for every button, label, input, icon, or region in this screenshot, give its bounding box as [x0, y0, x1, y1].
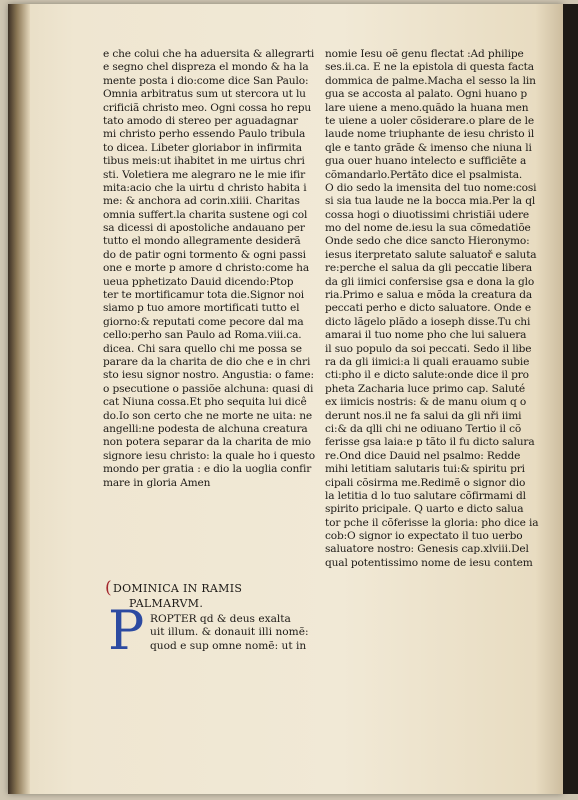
text-line: la letitia d lo tuo salutare cõfirmami dl	[325, 489, 526, 502]
text-line: angelli:ne podesta de alchuna creatura	[103, 422, 308, 435]
text-line: mo del nome de.iesu la sua cõmedatiõe	[325, 222, 531, 235]
text-line: tutto el mondo allegramente desiderã	[103, 235, 301, 248]
text-line: giorno:& reputati come pecore dal ma	[103, 315, 304, 328]
text-line: pheta Zacharia luce primo cap. Saluté	[325, 382, 526, 395]
text-line: laude nome triuphante de iesu christo il	[325, 128, 535, 141]
section-heading	[105, 578, 243, 598]
text-line: qual potentissimo nome de iesu contem	[325, 556, 533, 569]
text-line: do de patir ogni tormento & ogni passi	[103, 248, 306, 261]
binding-gutter	[8, 4, 30, 794]
initial-text-line: ROPTER qd & deus exalta	[150, 613, 291, 625]
text-line: cello:perho san Paulo ad Roma.viii.ca.	[103, 329, 302, 342]
text-line: re.Ond dice Dauid nel psalmo: Redde	[325, 449, 521, 462]
text-line: amarai il tuo nome pho che lui saluera	[325, 329, 527, 342]
text-line: dicea. Chi sara quello chi me possa se	[103, 342, 302, 355]
text-line: mare in gloria Amen	[103, 476, 211, 489]
text-line: re:perche el salua da gli peccatie libera	[325, 262, 533, 275]
text-line: dommica de palme.Macha el sesso la lin	[325, 74, 536, 87]
rubric-bracket: (	[105, 578, 112, 598]
text-line: da gli iimici confersise gsa e dona la glo	[325, 275, 535, 288]
heading-line-1: DOMINICA IN RAMIS	[113, 582, 243, 595]
text-line: cti:pho il e dicto salute:onde dice il pro	[325, 369, 529, 382]
text-line: sti. Voletiera me alegraro ne le mie ifir	[103, 168, 305, 181]
text-line: tor pche il cõferisse la gloria: pho dice ia	[325, 516, 539, 529]
text-line: Omnia arbitratus sum ut stercora ut lu	[103, 88, 306, 101]
text-line: do.Io son certo che ne morte ne uita: ne	[103, 409, 313, 422]
text-line: one e morte p amore d christo:come ha	[103, 262, 310, 275]
text-line: spirito pricipale. Q uarto e dicto salua	[325, 503, 524, 516]
text-line: qle e tanto grãde & imenso che niuna li	[325, 141, 532, 154]
text-line: mita:acio che la uirtu d christo habita i	[103, 181, 307, 194]
text-line: ferisse gsa laia:e p tãto il fu dicto salura	[325, 436, 535, 449]
text-line: parare da la charita de dio che e in chri	[103, 355, 311, 368]
text-line: ex iimicis nostris: & de manu oium q o	[325, 396, 527, 409]
text-line: te uiene a uoler cõsiderare.o plare de le	[325, 114, 534, 127]
text-line: cõmandarlo.Pertãto dice el psalmista.	[325, 168, 523, 181]
text-line: lare uiene a meno.quãdo la huana men	[325, 101, 529, 114]
text-line: ria.Primo e salua e mõda la creatura da	[325, 289, 533, 302]
text-line: siamo p tuo amore mortificati tutto el	[103, 302, 300, 315]
text-line: ueua pphetizato Dauid dicendo:Ptop	[103, 275, 294, 288]
text-line: derunt nos.il ne fa salui da gli nři iimi	[325, 409, 522, 422]
text-line: to dicea. Libeter gloriabor in infirmita	[103, 141, 302, 154]
text-line: tato amodo di stereo per aguadagnar	[103, 114, 298, 127]
text-line: O dio sedo la imensita del tuo nome:cosi	[325, 181, 537, 194]
page-edge	[563, 4, 578, 794]
text-line: e segno chel dispreza el mondo & ha la	[103, 61, 309, 74]
text-line: e che colui che ha aduersita & allegrarti	[103, 48, 315, 60]
text-line: sa dicessi di apostoliche andauano per	[103, 222, 305, 235]
text-line: si sia tua laude ne la bocca mia.Per la ql	[325, 195, 536, 208]
text-line: gua ouer huano intelecto e sufficiẽte a	[325, 155, 527, 168]
text-line: ter te mortificamur tota die.Signor noi	[103, 289, 305, 302]
text-line: mondo per gratia : e dio la uoglia confir	[103, 463, 312, 476]
decorated-initial: P	[108, 599, 145, 662]
text-line: tibus meis:ut ihabitet in me uirtus chri	[103, 155, 305, 168]
text-line: sto iesu signor nostro. Angustia: o fame:	[103, 369, 314, 382]
section-subheading: PALMARVM.	[129, 597, 204, 610]
text-line: cossa hogi o diuotissimi christiãi udere	[325, 208, 529, 221]
text-line: peccati perho e dicto saluatore. Onde e	[325, 302, 531, 315]
text-line: iesus iterpretato salute saluatoř e saluta	[325, 248, 537, 261]
text-line: cob:O signor io expectato il tuo uerbo	[325, 530, 523, 543]
text-line: dicto lãgelo plãdo a ioseph disse.Tu chi	[325, 315, 531, 328]
left-text-column	[103, 48, 313, 490]
text-line: ses.ii.ca. E ne la epistola di questa facta	[325, 61, 534, 74]
initial-paragraph	[150, 613, 309, 653]
text-line: Onde sedo che dice sancto Hieronymo:	[325, 235, 530, 248]
text-line: mihi letitiam salutaris tui:& spiritu pri	[325, 463, 525, 476]
text-line: il suo populo da soi peccati. Sedo il libe	[325, 342, 532, 355]
text-line: saluatore nostro: Genesis cap.xlviii.Del	[325, 543, 529, 556]
text-line: me: & anchora ad corin.xiiii. Charitas	[103, 195, 300, 208]
text-line: cat Niuna cossa.Et pho sequita lui dicê	[103, 396, 307, 409]
text-line: signore iesu christo: la quale ho i questo	[103, 449, 315, 462]
text-line: ci:& da qlli chi ne odiuano Tertio il cõ	[325, 422, 522, 435]
text-line: ra da gli iimici:a li quali erauamo subie	[325, 355, 530, 368]
initial-text-line: quod e sup omne nomẽ: ut in	[150, 639, 307, 652]
text-line: mi christo perho essendo Paulo tribula	[103, 128, 306, 141]
text-line: o psecutione o passiõe alchuna: quasi di	[103, 382, 314, 395]
text-line: omnia suffert.la charita sustene ogi col	[103, 208, 308, 221]
text-line: non potera separar da la charita de mio	[103, 436, 311, 449]
text-line: nomie Iesu oẽ genu flectat :Ad philipe	[325, 48, 524, 60]
initial-text-line: uit illum. & donauit illi nomẽ:	[150, 626, 309, 639]
text-line: mente posta i dio:come dice San Paulo:	[103, 74, 309, 87]
right-text-column	[325, 48, 539, 570]
text-line: gua se accosta al palato. Ogni huano p	[325, 88, 528, 101]
text-line: crificiã christo meo. Ogni cossa ho repu	[103, 101, 312, 114]
text-line: cipali cõsirma me.Redimẽ o signor dio	[325, 476, 526, 489]
